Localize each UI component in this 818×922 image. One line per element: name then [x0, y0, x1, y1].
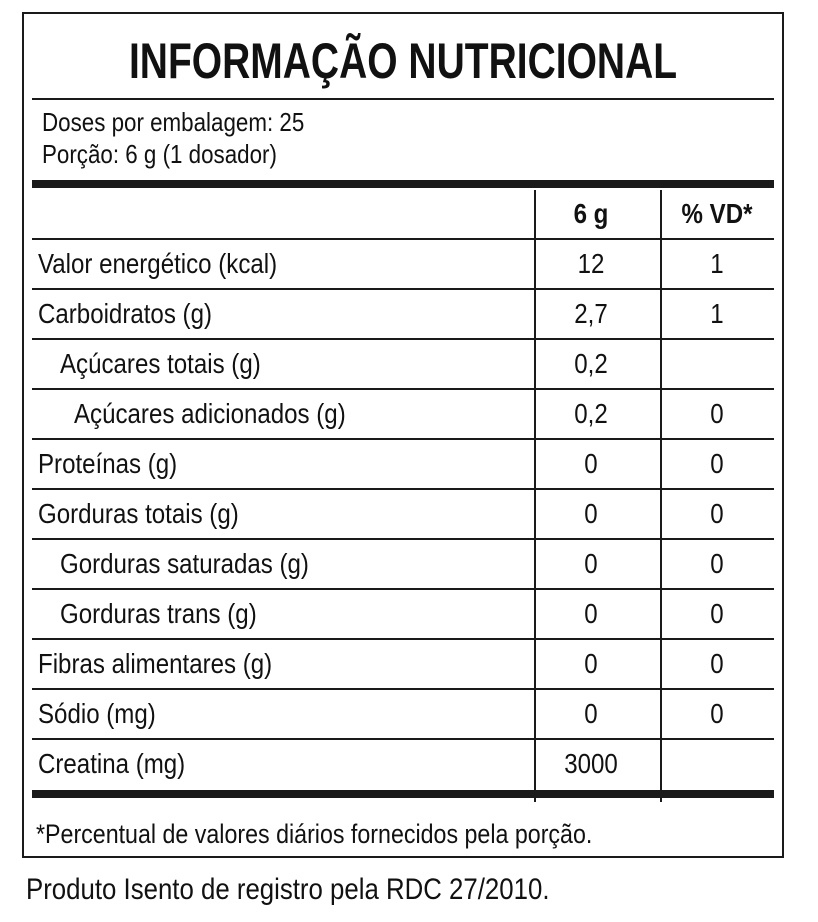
header-vd: % VD* [681, 198, 753, 229]
row-vd: 0 [710, 598, 724, 629]
row-label: Sódio (mg) [38, 698, 156, 729]
row-amount: 0,2 [574, 398, 608, 429]
serving-portion: Porção: 6 g (1 dosador) [42, 139, 277, 169]
row-amount: 0 [584, 548, 598, 579]
table-row [32, 690, 774, 740]
row-label: Gorduras trans (g) [60, 598, 257, 629]
row-label: Açúcares adicionados (g) [74, 398, 346, 429]
row-label: Creatina (mg) [38, 748, 186, 779]
table-row [32, 240, 774, 290]
row-label: Proteínas (g) [38, 448, 178, 479]
table-header-row [32, 190, 774, 240]
thick-divider-bottom [32, 790, 774, 798]
table-row [32, 740, 774, 790]
row-vd: 0 [710, 548, 724, 579]
table-row [32, 390, 774, 440]
panel-title: INFORMAÇÃO NUTRICIONAL [128, 33, 678, 89]
row-vd: 1 [710, 248, 724, 279]
row-label: Gorduras saturadas (g) [60, 548, 309, 579]
row-vd: 0 [710, 398, 724, 429]
row-amount: 0 [584, 698, 598, 729]
row-label: Valor energético (kcal) [38, 248, 278, 279]
row-amount: 3000 [564, 748, 618, 779]
nutrition-facts-panel [22, 12, 784, 858]
row-vd [665, 740, 770, 788]
row-label: Carboidratos (g) [38, 298, 212, 329]
thick-divider-top [32, 180, 774, 188]
servings-info [42, 106, 304, 170]
footnote: *Percentual de valores diários fornecidos pela porção. [36, 819, 593, 849]
row-vd: 0 [710, 498, 724, 529]
table-row [32, 440, 774, 490]
row-amount: 0 [584, 598, 598, 629]
row-amount: 12 [577, 248, 605, 279]
servings-per-package: Doses por embalagem: 25 [42, 107, 305, 137]
row-label: Gorduras totais (g) [38, 498, 239, 529]
row-vd: 0 [710, 648, 724, 679]
table-row [32, 290, 774, 340]
header-amount: 6 g [573, 198, 609, 229]
row-amount: 0 [584, 498, 598, 529]
table-row [32, 590, 774, 640]
row-amount: 0,2 [574, 348, 608, 379]
row-vd: 1 [710, 298, 724, 329]
row-label: Fibras alimentares (g) [38, 648, 273, 679]
row-amount: 0 [584, 448, 598, 479]
row-amount: 2,7 [574, 298, 608, 329]
row-vd: 0 [710, 698, 724, 729]
row-label: Açúcares totais (g) [60, 348, 261, 379]
registration-note: Produto Isento de registro pela RDC 27/2010. [26, 873, 550, 906]
table-row [32, 540, 774, 590]
table-row [32, 490, 774, 540]
table-row [32, 340, 774, 390]
table-row [32, 640, 774, 690]
row-vd: 0 [710, 448, 724, 479]
row-vd [665, 340, 770, 388]
row-amount: 0 [584, 648, 598, 679]
title-divider [32, 98, 774, 100]
